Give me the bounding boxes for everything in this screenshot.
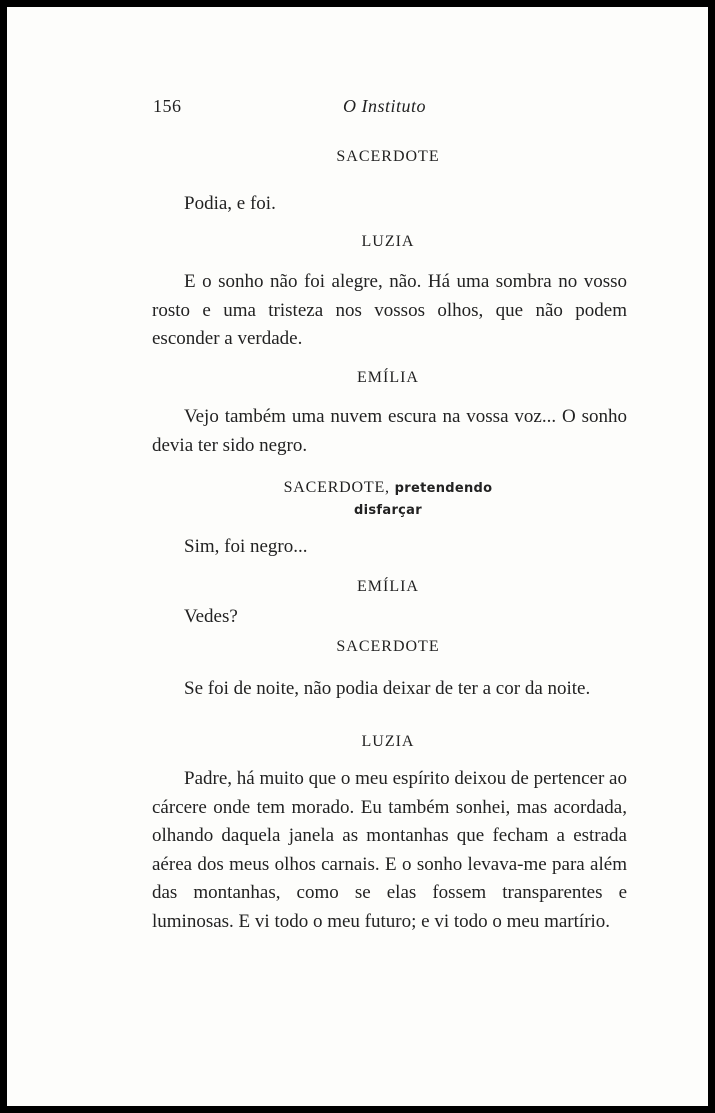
speaker-heading: SACERDOTE bbox=[336, 148, 440, 165]
dialogue-paragraph: Vedes? bbox=[184, 606, 238, 627]
speaker-heading: SACERDOTE bbox=[336, 638, 440, 655]
dialogue-paragraph: Padre, há muito que o meu espírito deixou de pertencer ao cárcere onde tem morado. Eu também sonhei, mas acordada, olhando daquela janela as montanhas que fecham a estrada aérea dos meus olhos carnais. E o sonho levava-me para além das montanhas, como se elas fossem transparentes e luminosas. E vi todo o meu futuro; e vi todo o meu martírio. bbox=[152, 768, 627, 932]
speaker-heading: LUZIA bbox=[361, 733, 415, 750]
dialogue-paragraph: Sim, foi negro... bbox=[184, 536, 308, 557]
page-number: 156 bbox=[153, 96, 182, 116]
running-title: O Instituto bbox=[343, 96, 427, 116]
speaker-heading-with-direction bbox=[153, 477, 623, 522]
dialogue-paragraph: Vejo também uma nuvem escura na vossa voz... O sonho devia ter sido negro. bbox=[152, 406, 627, 456]
dialogue-paragraph: E o sonho não foi alegre, não. Há uma sombra no vosso rosto e uma tristeza nos vossos olhos, que não podem esconder a verdade. bbox=[152, 271, 627, 349]
speaker-heading: LUZIA bbox=[361, 233, 415, 250]
speaker-name: SACERDOTE, bbox=[283, 479, 390, 496]
dialogue-paragraph: Podia, e foi. bbox=[184, 193, 276, 214]
stage-direction-continued: disfarçar bbox=[354, 503, 422, 518]
stage-direction: pretendendo bbox=[394, 481, 493, 496]
speaker-heading: EMÍLIA bbox=[357, 369, 419, 386]
dialogue-paragraph: Se foi de noite, não podia deixar de ter a cor da noite. bbox=[184, 678, 591, 699]
stage-line-1 bbox=[153, 477, 623, 500]
page-header bbox=[153, 96, 623, 124]
speaker-heading: EMÍLIA bbox=[357, 578, 419, 595]
